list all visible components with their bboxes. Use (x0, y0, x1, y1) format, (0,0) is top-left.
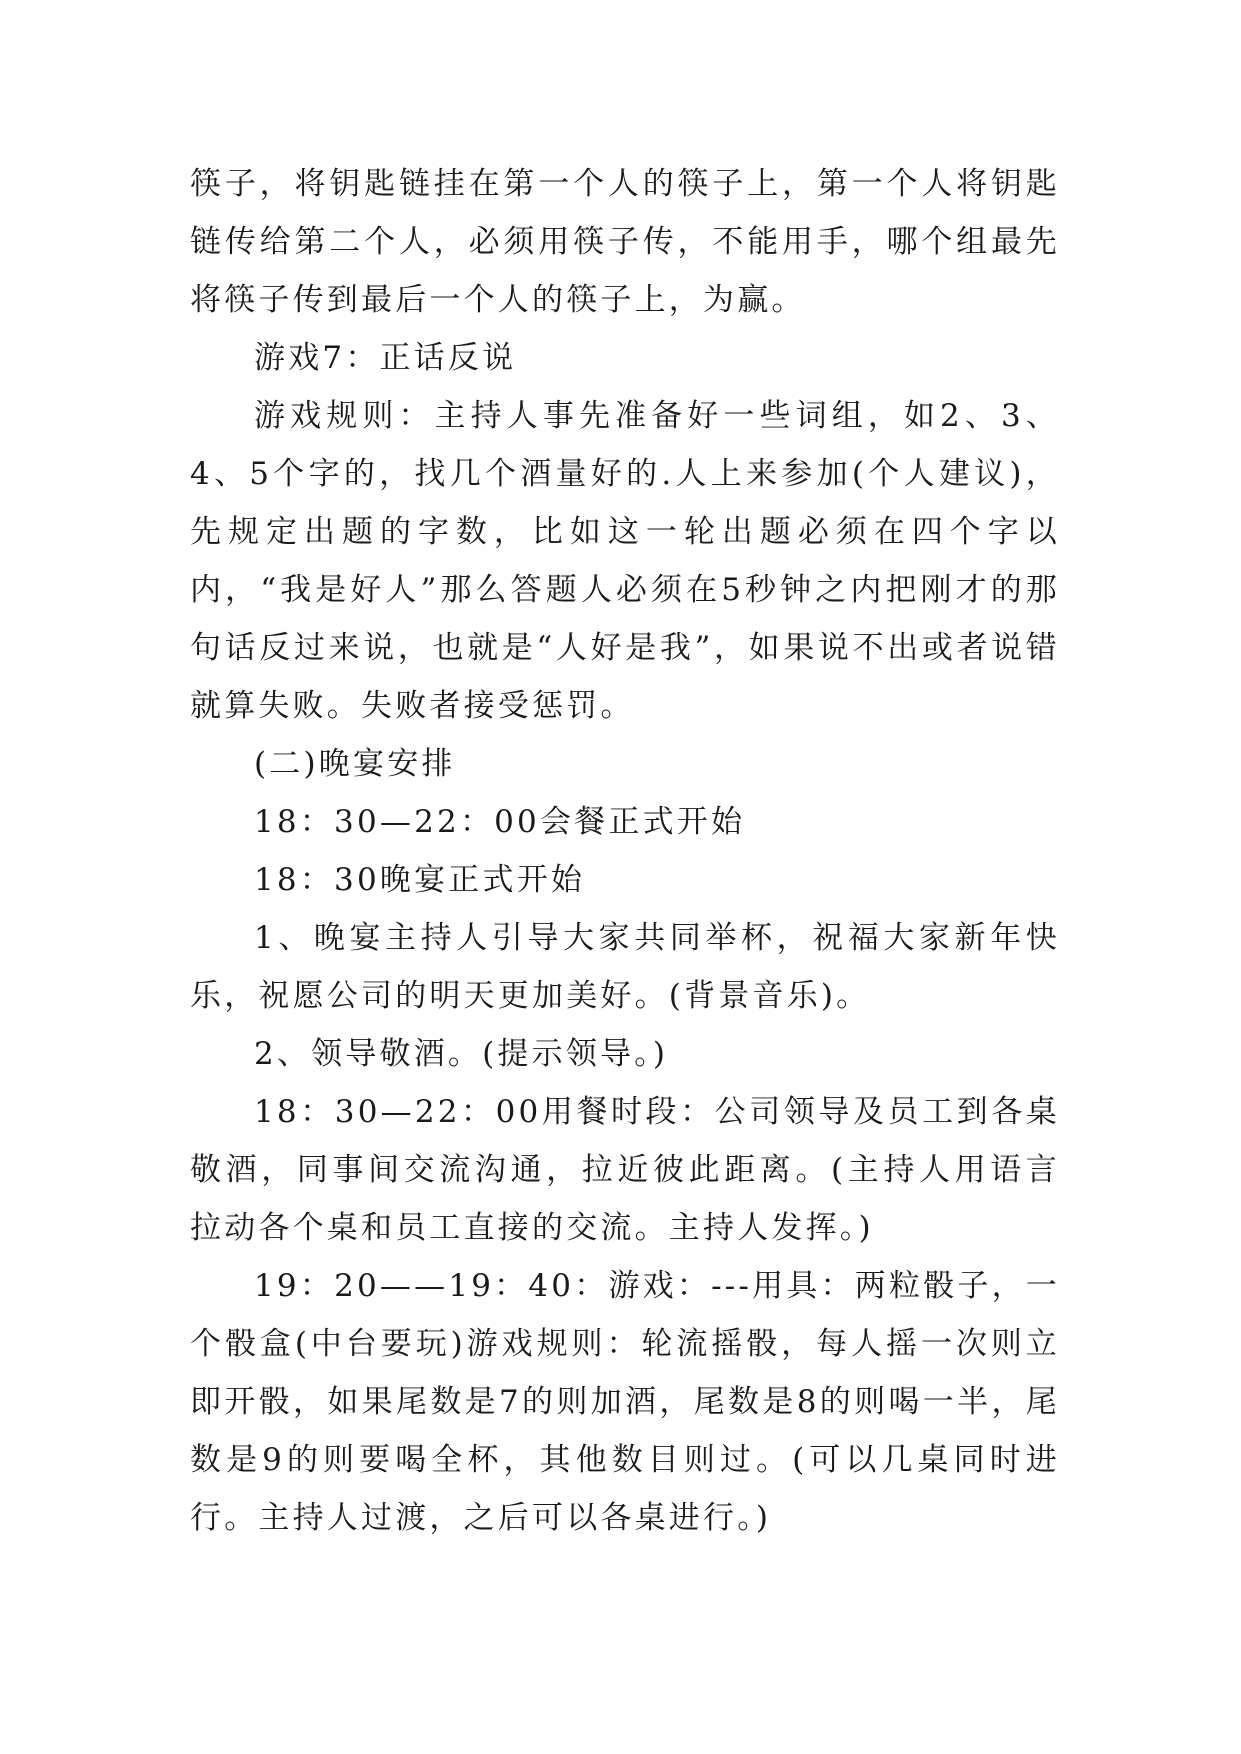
paragraph-game-7-rules: 游戏规则：主持人事先准备好一些词组，如2、3、4、5个字的，找几个酒量好的.人上来参加(个人建议)，先规定出题的字数，比如这一轮出题必须在四个字以内，“我是好人”那么答题人必须在5秒钟之内把刚才的那句话反过来说，也就是“人好是我”，如果说不出或者说错就算失败。失败者接受惩罚。 (190, 398, 1060, 724)
paragraph-chopstick-game-end: 筷子，将钥匙链挂在第一个人的筷子上，第一个人将钥匙链传给第二个人，必须用筷子传，不能用手，哪个组最先将筷子传到最后一个人的筷子上，为赢。 (190, 166, 1060, 318)
paragraph-leader-toast: 2、领导敬酒。(提示领导。) (254, 1036, 669, 1072)
section-heading-dinner-arrangement: (二)晚宴安排 (254, 746, 456, 782)
paragraph-toast: 1、晚宴主持人引导大家共同举杯，祝福大家新年快乐，祝愿公司的明天更加美好。(背景音乐)。 (190, 920, 1060, 1014)
paragraph-dining-period: 18：30—22：00用餐时段：公司领导及员工到各桌敬酒，同事间交流沟通，拉近彼此距离。(主持人用语言拉动各个桌和员工直接的交流。主持人发挥。) (190, 1094, 1060, 1246)
paragraph-dinner-time: 18：30—22：00会餐正式开始 (254, 804, 746, 840)
paragraph-dice-game: 19：20——19：40：游戏：---用具：两粒骰子，一个骰盒(中台要玩)游戏规则：轮流摇骰，每人摇一次则立即开骰，如果尾数是7的则加酒，尾数是8的则喝一半，尾数是9的则要喝全杯，其他数目则过。(可以几桌同时进行。主持人过渡，之后可以各桌进行。) (190, 1268, 1060, 1536)
paragraph-dinner-start: 18：30晚宴正式开始 (254, 862, 586, 898)
document-page (190, 155, 1060, 1547)
paragraph-game-7-title: 游戏7：正话反说 (254, 340, 517, 376)
